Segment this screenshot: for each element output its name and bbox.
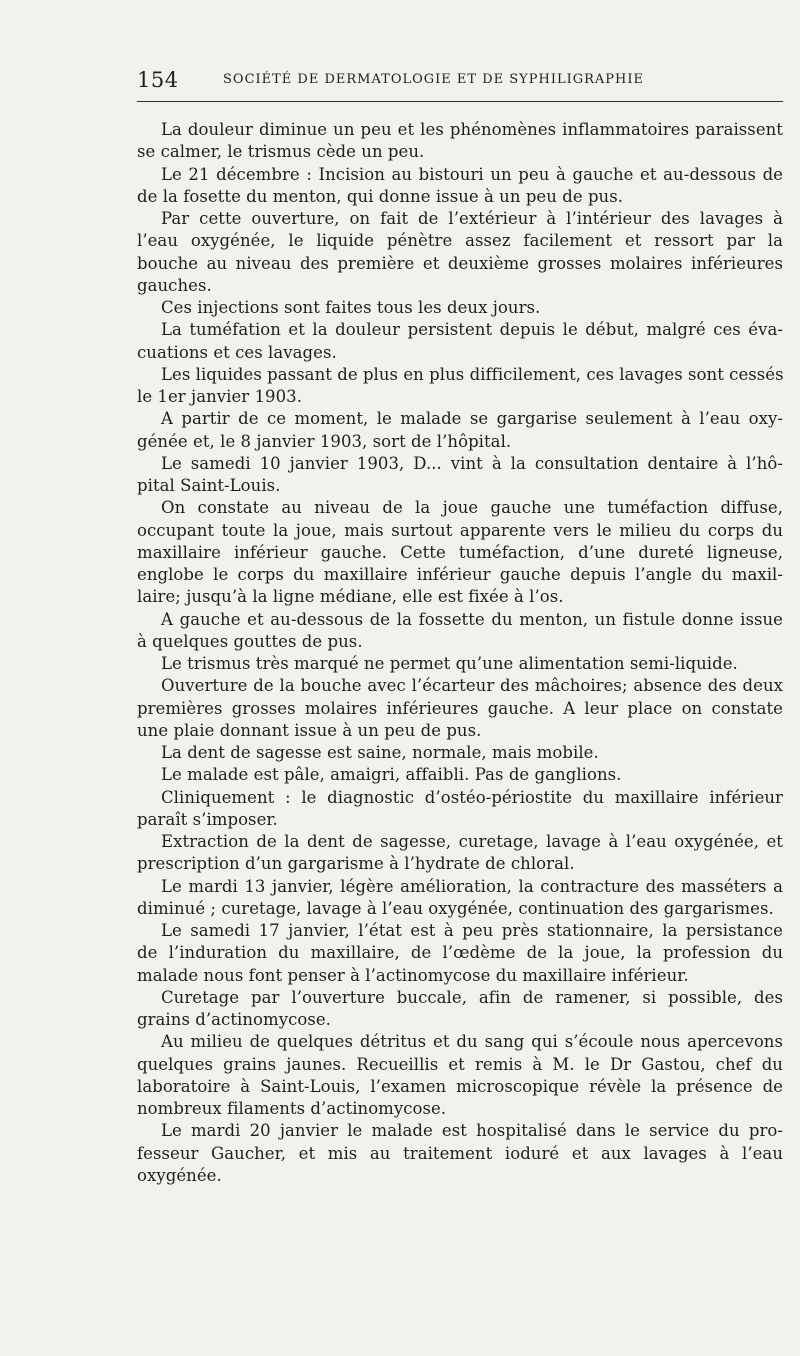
body-text xyxy=(137,119,783,1187)
text-line: Ces injections sont faites tous les deux jours. xyxy=(161,298,541,317)
text-line: Le trismus très marqué ne permet qu’une alimentation semi-liquide. xyxy=(161,654,738,673)
text-line: Au milieu de quelques détritus et du sang qui s’écoule nous apercevons xyxy=(161,1032,783,1052)
text-line: génée et, le 8 janvier 1903, sort de l’hôpital. xyxy=(137,431,512,451)
text-line: gauches. xyxy=(137,275,212,295)
text-line: se calmer, le trismus cède un peu. xyxy=(137,142,425,162)
text-line: englobe le corps du maxillaire inférieur gauche depuis l’angle du maxil- xyxy=(137,565,783,584)
text-line: Le 21 décembre : Incision au bistouri un peu à gauche et au-dessous de xyxy=(161,164,783,184)
text-line: Le mardi 13 janvier, légère amélioration, la contracture des masséters a xyxy=(161,876,783,896)
text-line: grains d’actinomycose. xyxy=(137,1010,331,1029)
text-line: On constate au niveau de la joue gauche une tuméfaction diffuse, xyxy=(161,498,783,518)
text-line: le 1er janvier 1903. xyxy=(137,387,302,406)
text-line: nombreux filaments d’actinomycose. xyxy=(137,1099,447,1118)
running-title: SOCIÉTÉ DE DERMATOLOGIE ET DE SYPHILIGRAPHIE xyxy=(223,72,645,87)
text-line: l’eau oxygénée, le liquide pénètre assez facilement et ressort par la xyxy=(137,231,783,251)
header-rule xyxy=(137,101,783,102)
text-line: La tuméfation et la douleur persistent depuis le début, malgré ces éva- xyxy=(161,320,783,340)
text-line: laire; jusqu’à la ligne médiane, elle est fixée à l’os. xyxy=(137,587,564,607)
text-line: premières grosses molaires inférieures gauche. A leur place on constate xyxy=(137,698,783,718)
text-line: Par cette ouverture, on fait de l’extérieur à l’intérieur des lavages à xyxy=(161,209,783,228)
text-line: Le mardi 20 janvier le malade est hospitalisé dans le service du pro- xyxy=(161,1121,783,1141)
text-line: maxillaire inférieur gauche. Cette tuméfaction, d’une dureté ligneuse, xyxy=(137,542,783,562)
text-line: malade nous font penser à l’actinomycose du maxillaire inférieur. xyxy=(137,965,689,985)
text-line: laboratoire à Saint-Louis, l’examen microscopique révèle la présence de xyxy=(137,1076,783,1096)
text-line: oxygénée. xyxy=(137,1165,222,1185)
text-line: pital Saint-Louis. xyxy=(137,476,281,495)
text-line: Cliniquement : le diagnostic d’ostéo-périostite du maxillaire inférieur xyxy=(161,787,783,807)
text-line: A gauche et au-dessous de la fossette du menton, un fistule donne issue xyxy=(161,609,783,629)
text-line: cuations et ces lavages. xyxy=(137,342,337,362)
text-line: à quelques gouttes de pus. xyxy=(137,631,363,651)
text-line: Curetage par l’ouverture buccale, afin de ramener, si possible, des xyxy=(161,987,783,1007)
text-line: une plaie donnant issue à un peu de pus. xyxy=(137,720,482,740)
text-line: diminué ; curetage, lavage à l’eau oxygénée, continuation des gargarismes. xyxy=(137,898,774,918)
text-line: A partir de ce moment, le malade se gargarise seulement à l’eau oxy- xyxy=(161,409,783,429)
text-line: Ouverture de la bouche avec l’écarteur des mâchoires; absence des deux xyxy=(161,676,783,696)
text-line: prescription d’un gargarisme à l’hydrate de chloral. xyxy=(137,854,575,874)
page-number: 154 xyxy=(137,68,179,92)
text-line: paraît s’imposer. xyxy=(137,809,278,829)
text-line: Le samedi 17 janvier, l’état est à peu près stationnaire, la persistance xyxy=(161,921,783,940)
text-line: La douleur diminue un peu et les phénomènes inflammatoires paraissent xyxy=(161,120,783,139)
text-line: bouche au niveau des première et deuxième grosses molaires inférieures xyxy=(137,253,783,273)
page-header xyxy=(137,66,783,94)
text-line: Le malade est pâle, amaigri, affaibli. Pas de ganglions. xyxy=(161,765,622,785)
text-line: de l’induration du maxillaire, de l’œdème de la joue, la profession du xyxy=(137,943,783,963)
text-line: de la fosette du menton, qui donne issue à un peu de pus. xyxy=(137,186,624,206)
text-line: Les liquides passant de plus en plus difficilement, ces lavages sont cessés xyxy=(161,364,784,384)
text-line: Le samedi 10 janvier 1903, D... vint à la consultation dentaire à l’hô- xyxy=(161,453,783,473)
text-line: fesseur Gaucher, et mis au traitement ioduré et aux lavages à l’eau xyxy=(137,1143,783,1163)
text-line: occupant toute la joue, mais surtout apparente vers le milieu du corps du xyxy=(137,520,783,540)
text-line: Extraction de la dent de sagesse, curetage, lavage à l’eau oxygénée, et xyxy=(161,832,783,851)
text-line: La dent de sagesse est saine, normale, mais mobile. xyxy=(161,743,599,762)
text-line: quelques grains jaunes. Recueillis et remis à M. le Dr Gastou, chef du xyxy=(137,1054,783,1074)
